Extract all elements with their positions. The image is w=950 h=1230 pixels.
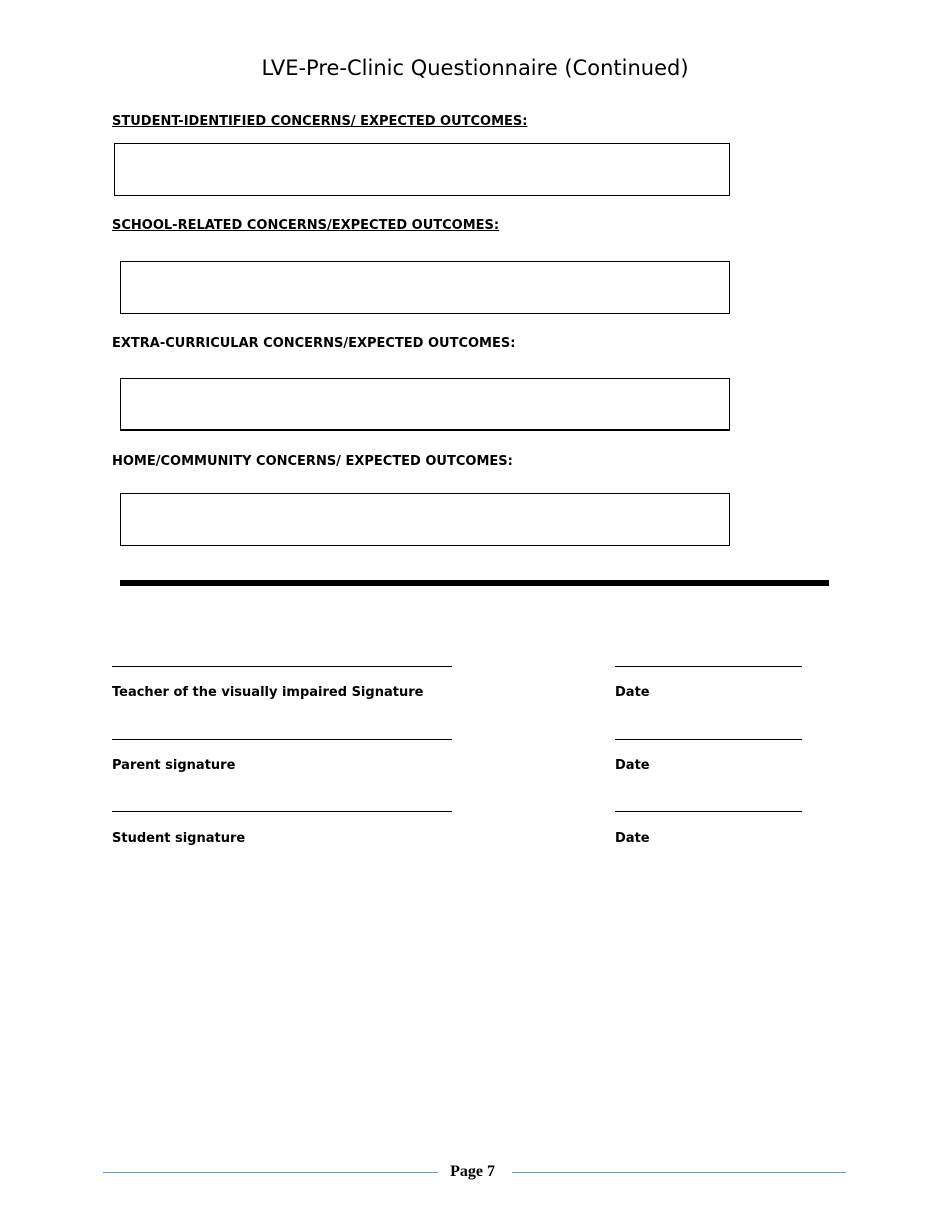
student-signature-label: Student signature [112, 831, 246, 846]
student-concerns-box[interactable] [114, 143, 730, 196]
parent-date-label: Date [615, 758, 650, 773]
school-concerns-box[interactable] [120, 261, 730, 314]
page-number: Page 7 [450, 1163, 495, 1180]
teacher-signature-line[interactable] [112, 666, 452, 667]
student-date-line[interactable] [615, 811, 802, 812]
parent-signature-label: Parent signature [112, 758, 236, 773]
parent-date-line[interactable] [615, 739, 802, 740]
teacher-date-label: Date [615, 685, 650, 700]
footer-rule-right [512, 1172, 846, 1173]
school-concerns-heading: SCHOOL-RELATED CONCERNS/EXPECTED OUTCOMES: [112, 218, 500, 233]
teacher-signature-label: Teacher of the visually impaired Signature [112, 685, 424, 700]
home-concerns-box[interactable] [120, 493, 730, 546]
teacher-date-line[interactable] [615, 666, 802, 667]
home-concerns-heading: HOME/COMMUNITY CONCERNS/ EXPECTED OUTCOMES: [112, 454, 513, 469]
parent-signature-line[interactable] [112, 739, 452, 740]
extracurricular-concerns-heading: EXTRA-CURRICULAR CONCERNS/EXPECTED OUTCOMES: [112, 336, 516, 351]
page-title: LVE-Pre-Clinic Questionnaire (Continued) [261, 56, 689, 80]
extracurricular-concerns-box[interactable] [120, 378, 730, 431]
student-concerns-heading: STUDENT-IDENTIFIED CONCERNS/ EXPECTED OUTCOMES: [112, 114, 528, 129]
section-divider [120, 580, 829, 586]
student-signature-line[interactable] [112, 811, 452, 812]
student-date-label: Date [615, 831, 650, 846]
